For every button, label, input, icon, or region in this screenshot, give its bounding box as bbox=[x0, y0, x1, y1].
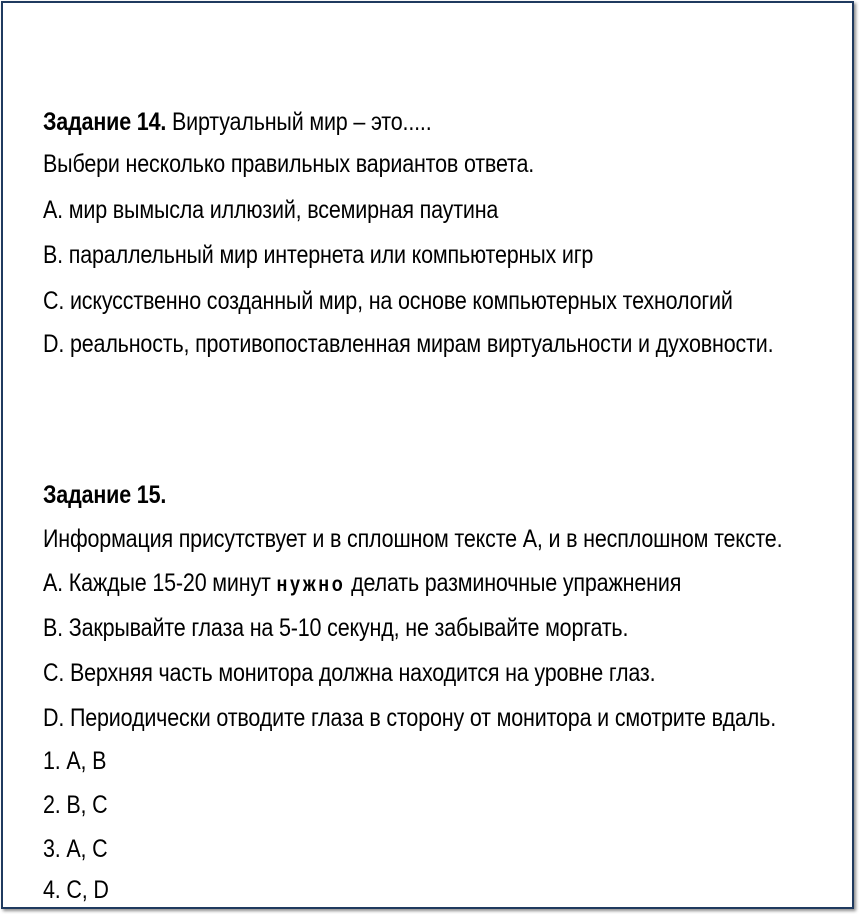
task15-answer-4: 4. С, D bbox=[43, 876, 109, 904]
slide-frame bbox=[1, 1, 854, 909]
task15-answer-2: 2. В, С bbox=[43, 791, 108, 819]
task14-question: Виртуальный мир – это..... bbox=[166, 108, 432, 136]
task15-option-d: D. Периодически отводите глаза в сторону от монитора и смотрите вдаль. bbox=[43, 704, 777, 732]
task15-option-a-end: делать разминочные упражнения bbox=[345, 569, 682, 597]
task14-option-a: А. мир вымысла иллюзий, всемирная паутина bbox=[43, 196, 499, 224]
task14-option-b: В. параллельный мир интернета или компьютерных игр bbox=[43, 241, 594, 269]
task15-option-c: С. Верхняя часть монитора должна находится на уровне глаз. bbox=[43, 659, 656, 687]
task15-option-b: В. Закрывайте глаза на 5-10 секунд, не забывайте моргать. bbox=[43, 614, 629, 642]
task14-instruction: Выбери несколько правильных вариантов ответа. bbox=[43, 150, 535, 178]
task15-question: Информация присутствует и в сплошном тексте А, и в несплошном тексте. bbox=[43, 525, 783, 553]
task15-option-a bbox=[43, 568, 681, 600]
task14-option-c: С. искусственно созданный мир, на основе компьютерных технологий bbox=[43, 287, 733, 315]
task15-answer-1: 1. А, В bbox=[43, 747, 107, 775]
task15-option-a-start: А. Каждые 15-20 минут bbox=[43, 569, 277, 597]
task15-heading: Задание 15. bbox=[43, 481, 167, 509]
task14-heading: Задание 14. bbox=[43, 108, 167, 136]
task15-answer-3: 3. А, С bbox=[43, 835, 108, 863]
task14-option-d: D. реальность, противопоставленная мирам виртуальности и духовности. bbox=[43, 330, 774, 358]
task14-title-line bbox=[43, 107, 432, 137]
task15-option-a-spaced: нужно bbox=[276, 573, 346, 596]
